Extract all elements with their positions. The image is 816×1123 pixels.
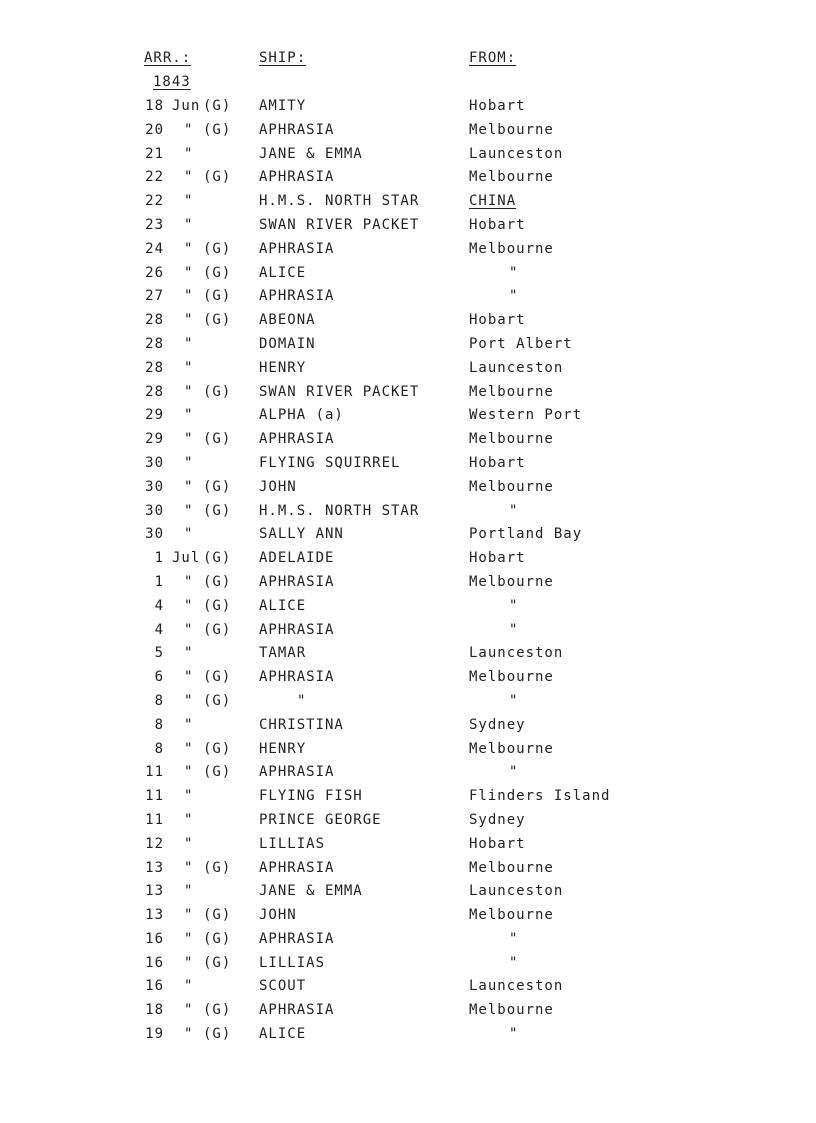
ship-name: " <box>297 692 307 709</box>
arrival-day: 30 <box>145 454 164 471</box>
arrival-row <box>0 1024 816 1048</box>
arrival-day: 22 <box>145 193 164 210</box>
ship-name: HENRY <box>259 740 307 757</box>
arrival-month: Jun <box>172 98 201 114</box>
arrival-row <box>0 358 816 382</box>
origin-port: " <box>509 764 519 781</box>
arrival-day: 29 <box>145 431 164 448</box>
origin-port: Launceston <box>469 645 564 662</box>
arrival-month: " <box>184 383 194 400</box>
arrival-month: " <box>184 669 194 686</box>
arrival-day: 19 <box>145 1026 164 1043</box>
government-marker: (G) <box>203 1002 232 1019</box>
arrival-day: 28 <box>145 312 164 329</box>
ship-name: FLYING SQUIRREL <box>259 454 401 471</box>
origin-port: Launceston <box>469 883 564 900</box>
arrival-row <box>0 858 816 882</box>
origin-port: " <box>509 954 519 971</box>
origin-port: Hobart <box>469 835 526 852</box>
arrival-month: " <box>184 859 194 876</box>
arrival-month: " <box>184 621 194 638</box>
ship-name: DOMAIN <box>259 335 316 352</box>
government-marker: (G) <box>203 502 232 519</box>
arrival-month: " <box>184 288 194 305</box>
arrival-row <box>0 786 816 810</box>
origin-port: Melbourne <box>469 383 554 400</box>
arrival-day: 27 <box>145 288 164 305</box>
arrival-row <box>0 976 816 1000</box>
origin-port: Sydney <box>469 811 526 828</box>
government-marker: (G) <box>203 121 232 138</box>
arrival-month: " <box>184 169 194 186</box>
government-marker: (G) <box>203 669 232 686</box>
arrival-row <box>0 643 816 667</box>
arrival-day: 26 <box>145 264 164 281</box>
arrival-day: 11 <box>145 788 164 805</box>
government-marker: (G) <box>203 764 232 781</box>
government-marker: (G) <box>203 740 232 757</box>
ship-name: APHRASIA <box>259 240 335 257</box>
arrival-row <box>0 167 816 191</box>
ship-name: APHRASIA <box>259 573 335 590</box>
arrival-day: 30 <box>145 478 164 495</box>
origin-port: Melbourne <box>469 240 554 257</box>
ship-name: LILLIAS <box>259 835 326 852</box>
arrival-month: " <box>184 930 194 947</box>
government-marker: (G) <box>203 621 232 638</box>
arrival-row <box>0 548 816 572</box>
arrival-day: 23 <box>145 216 164 233</box>
year-heading: 1843 <box>153 74 191 90</box>
government-marker: (G) <box>203 954 232 971</box>
arrival-row <box>0 929 816 953</box>
ship-name: TAMAR <box>259 645 307 662</box>
arrival-day: 30 <box>145 526 164 543</box>
arrival-row <box>0 691 816 715</box>
ship-name: LILLIAS <box>259 954 326 971</box>
government-marker: (G) <box>203 383 232 400</box>
arrival-month: " <box>184 121 194 138</box>
arrival-row <box>0 453 816 477</box>
arrival-day: 4 <box>154 621 164 638</box>
arrival-row <box>0 96 816 120</box>
origin-port: " <box>509 930 519 947</box>
arrival-month: " <box>184 954 194 971</box>
government-marker: (G) <box>203 859 232 876</box>
arrival-month: " <box>184 454 194 471</box>
government-marker: (G) <box>203 930 232 947</box>
arrival-month: " <box>184 359 194 376</box>
ship-name: PRINCE GEORGE <box>259 811 382 828</box>
origin-port: Melbourne <box>469 740 554 757</box>
origin-port: Hobart <box>469 454 526 471</box>
ship-name: SWAN RIVER PACKET <box>259 216 420 233</box>
arrival-row <box>0 477 816 501</box>
government-marker: (G) <box>203 907 232 924</box>
arrival-row <box>0 715 816 739</box>
origin-port: Melbourne <box>469 669 554 686</box>
arrival-row <box>0 382 816 406</box>
origin-port: Sydney <box>469 716 526 733</box>
ship-name: ALICE <box>259 264 307 281</box>
arrival-month: " <box>184 597 194 614</box>
arrival-month: " <box>184 312 194 329</box>
arrival-row <box>0 263 816 287</box>
arrival-day: 13 <box>145 907 164 924</box>
arrival-row <box>0 953 816 977</box>
arrival-month: " <box>184 264 194 281</box>
ship-name: APHRASIA <box>259 930 335 947</box>
arrival-month: " <box>184 978 194 995</box>
origin-port: Launceston <box>469 145 564 162</box>
arrival-day: 13 <box>145 883 164 900</box>
arrival-month: " <box>184 692 194 709</box>
ship-name: HENRY <box>259 359 307 376</box>
ship-name: H.M.S. NORTH STAR <box>259 193 420 210</box>
arrival-row <box>0 596 816 620</box>
arrival-month: " <box>184 1002 194 1019</box>
origin-port: Melbourne <box>469 573 554 590</box>
ship-name: APHRASIA <box>259 621 335 638</box>
ship-name: JOHN <box>259 907 297 924</box>
government-marker: (G) <box>203 288 232 305</box>
arrival-day: 28 <box>145 383 164 400</box>
arrival-row <box>0 905 816 929</box>
ship-name: SALLY ANN <box>259 526 344 543</box>
arrival-month: " <box>184 431 194 448</box>
arrival-day: 29 <box>145 407 164 424</box>
origin-port: Port Albert <box>469 335 573 352</box>
arrival-day: 5 <box>154 645 164 662</box>
origin-port: Hobart <box>469 550 526 567</box>
ship-name: ALPHA (a) <box>259 407 344 424</box>
government-marker: (G) <box>203 240 232 257</box>
ship-name: JANE & EMMA <box>259 883 363 900</box>
arrival-row <box>0 667 816 691</box>
arrival-month: " <box>184 764 194 781</box>
arrival-row <box>0 334 816 358</box>
origin-port: Melbourne <box>469 907 554 924</box>
government-marker: (G) <box>203 692 232 709</box>
arrival-day: 6 <box>154 669 164 686</box>
ship-name: H.M.S. NORTH STAR <box>259 502 420 519</box>
origin-port: CHINA <box>469 193 517 210</box>
origin-port: " <box>509 621 519 638</box>
origin-port: Launceston <box>469 978 564 995</box>
ship-name: SWAN RIVER PACKET <box>259 383 420 400</box>
arrival-row <box>0 501 816 525</box>
arrival-row <box>0 310 816 334</box>
origin-port: Hobart <box>469 98 526 114</box>
arrival-day: 30 <box>145 502 164 519</box>
arrival-row <box>0 144 816 168</box>
arrival-month: " <box>184 240 194 257</box>
arrival-month: " <box>184 883 194 900</box>
arrival-month: " <box>184 788 194 805</box>
arrival-month: " <box>184 573 194 590</box>
ship-name: APHRASIA <box>259 1002 335 1019</box>
arrival-day: 24 <box>145 240 164 257</box>
origin-port: Melbourne <box>469 431 554 448</box>
arrival-row <box>0 739 816 763</box>
government-marker: (G) <box>203 98 232 114</box>
origin-port: " <box>509 597 519 614</box>
origin-port: Melbourne <box>469 478 554 495</box>
arrival-month: " <box>184 335 194 352</box>
arrival-day: 22 <box>145 169 164 186</box>
arrival-day: 13 <box>145 859 164 876</box>
arrival-month: " <box>184 502 194 519</box>
ship-name: APHRASIA <box>259 431 335 448</box>
arrival-month: " <box>184 478 194 495</box>
origin-port: Melbourne <box>469 169 554 186</box>
origin-port: Melbourne <box>469 121 554 138</box>
ship-name: SCOUT <box>259 978 307 995</box>
arrival-day: 8 <box>154 692 164 709</box>
arrival-row <box>0 810 816 834</box>
arrival-row <box>0 620 816 644</box>
arrival-month: " <box>184 645 194 662</box>
ship-name: JANE & EMMA <box>259 145 363 162</box>
arrival-month: " <box>184 907 194 924</box>
government-marker: (G) <box>203 169 232 186</box>
arrival-day: 1 <box>154 573 164 590</box>
arrival-day: 18 <box>145 1002 164 1019</box>
ship-name: FLYING FISH <box>259 788 363 805</box>
arrival-column-header: ARR.: <box>144 50 192 66</box>
ship-name: JOHN <box>259 478 297 495</box>
arrival-month: " <box>184 740 194 757</box>
arrival-day: 20 <box>145 121 164 138</box>
origin-port: " <box>509 1026 519 1043</box>
arrival-row <box>0 239 816 263</box>
arrival-day: 16 <box>145 954 164 971</box>
origin-port: " <box>509 692 519 709</box>
ship-name: ABEONA <box>259 312 316 329</box>
arrival-row <box>0 120 816 144</box>
arrival-row <box>0 286 816 310</box>
government-marker: (G) <box>203 597 232 614</box>
arrival-day: 28 <box>145 359 164 376</box>
arrival-row <box>0 572 816 596</box>
arrival-month: " <box>184 811 194 828</box>
arrival-month: " <box>184 1026 194 1043</box>
ship-name: APHRASIA <box>259 169 335 186</box>
ship-name: ALICE <box>259 597 307 614</box>
arrival-month: " <box>184 193 194 210</box>
ship-column-header: SHIP: <box>259 50 307 66</box>
origin-port: Hobart <box>469 216 526 233</box>
arrival-day: 21 <box>145 145 164 162</box>
from-column-header: FROM: <box>469 50 517 66</box>
government-marker: (G) <box>203 573 232 590</box>
ship-name: ALICE <box>259 1026 307 1043</box>
arrival-row <box>0 429 816 453</box>
ship-name: APHRASIA <box>259 669 335 686</box>
arrival-month: " <box>184 216 194 233</box>
arrival-row <box>0 762 816 786</box>
origin-port: Hobart <box>469 312 526 329</box>
origin-port: Melbourne <box>469 1002 554 1019</box>
arrival-month: " <box>184 716 194 733</box>
arrival-day: 11 <box>145 764 164 781</box>
origin-port: " <box>509 502 519 519</box>
ship-name: APHRASIA <box>259 288 335 305</box>
ship-name: APHRASIA <box>259 764 335 781</box>
arrival-day: 11 <box>145 811 164 828</box>
arrival-row <box>0 524 816 548</box>
arrival-day: 1 <box>154 550 164 567</box>
ship-name: CHRISTINA <box>259 716 344 733</box>
arrival-month: " <box>184 407 194 424</box>
origin-port: Melbourne <box>469 859 554 876</box>
origin-port: Launceston <box>469 359 564 376</box>
arrivals-list <box>0 96 816 1048</box>
arrival-day: 16 <box>145 978 164 995</box>
arrival-row <box>0 1000 816 1024</box>
arrival-day: 18 <box>145 98 164 114</box>
arrival-day: 4 <box>154 597 164 614</box>
origin-port: Flinders Island <box>469 788 611 805</box>
arrival-month: Jul <box>172 550 201 567</box>
arrival-month: " <box>184 145 194 162</box>
arrival-day: 12 <box>145 835 164 852</box>
origin-port: Western Port <box>469 407 583 424</box>
arrival-day: 8 <box>154 740 164 757</box>
ship-name: APHRASIA <box>259 121 335 138</box>
government-marker: (G) <box>203 478 232 495</box>
column-header-row <box>0 50 816 70</box>
arrival-day: 8 <box>154 716 164 733</box>
government-marker: (G) <box>203 1026 232 1043</box>
arrival-month: " <box>184 526 194 543</box>
government-marker: (G) <box>203 431 232 448</box>
arrival-row <box>0 215 816 239</box>
arrival-row <box>0 834 816 858</box>
origin-port: " <box>509 288 519 305</box>
arrival-row <box>0 881 816 905</box>
arrival-row <box>0 191 816 215</box>
arrival-month: " <box>184 835 194 852</box>
arrival-day: 16 <box>145 930 164 947</box>
government-marker: (G) <box>203 550 232 567</box>
government-marker: (G) <box>203 312 232 329</box>
government-marker: (G) <box>203 264 232 281</box>
ship-name: ADELAIDE <box>259 550 335 567</box>
ship-name: AMITY <box>259 98 307 114</box>
origin-port: Portland Bay <box>469 526 583 543</box>
ship-name: APHRASIA <box>259 859 335 876</box>
origin-port: " <box>509 264 519 281</box>
arrival-row <box>0 405 816 429</box>
arrival-day: 28 <box>145 335 164 352</box>
